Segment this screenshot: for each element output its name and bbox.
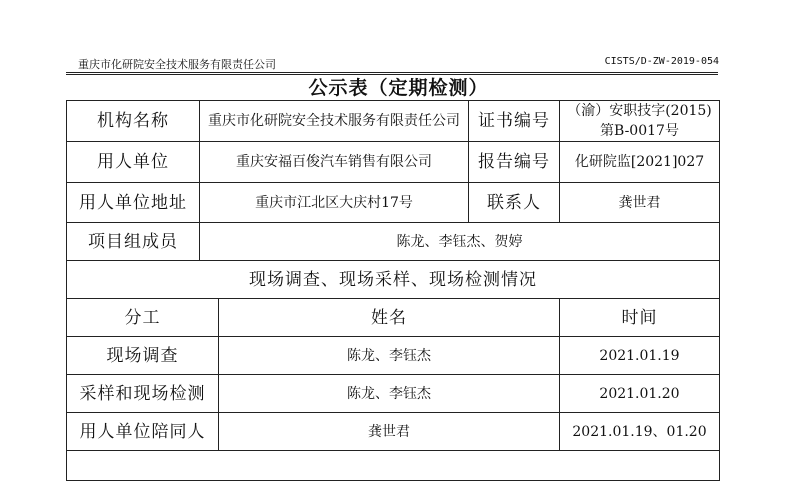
cert-value: （渝）安职技字(2015)第B-0017号	[560, 101, 720, 142]
row-role: 现场调查	[67, 337, 219, 375]
page-title: 公示表（定期检测）	[308, 77, 489, 99]
table-row	[67, 337, 720, 375]
row-name: 陈龙、李钰杰	[219, 375, 560, 413]
section-title: 现场调查、现场采样、现场检测情况	[67, 261, 720, 299]
continued-cell	[67, 451, 720, 481]
col-header-date: 时间	[560, 299, 720, 337]
row-name: 陈龙、李钰杰	[219, 337, 560, 375]
employer-value: 重庆安福百俊汽车销售有限公司	[200, 142, 469, 183]
table-row	[67, 223, 720, 261]
table-row	[67, 142, 720, 183]
col-header-name: 姓名	[219, 299, 560, 337]
table-row	[67, 183, 720, 223]
table-row	[67, 413, 720, 451]
row-date: 2021.01.20	[560, 375, 720, 413]
table-row-continued	[67, 451, 720, 481]
cert-label: 证书编号	[469, 101, 560, 142]
header-doc-code: CISTS/D-ZW-2019-054	[604, 56, 719, 67]
contact-value: 龚世君	[560, 183, 720, 223]
table-row	[67, 101, 720, 142]
report-label: 报告编号	[469, 142, 560, 183]
table-row	[67, 375, 720, 413]
address-value: 重庆市江北区大庆村17号	[200, 183, 469, 223]
info-table	[66, 100, 720, 481]
header-org: 重庆市化研院安全技术服务有限责任公司	[78, 58, 276, 71]
row-date: 2021.01.19	[560, 337, 720, 375]
address-label: 用人单位地址	[67, 183, 200, 223]
table-row	[67, 261, 720, 299]
members-value: 陈龙、李钰杰、贺婷	[200, 223, 720, 261]
row-name: 龚世君	[219, 413, 560, 451]
members-label: 项目组成员	[67, 223, 200, 261]
row-role: 用人单位陪同人	[67, 413, 219, 451]
org-label: 机构名称	[67, 101, 200, 142]
row-date: 2021.01.19、01.20	[560, 413, 720, 451]
table-header-row	[67, 299, 720, 337]
contact-label: 联系人	[469, 183, 560, 223]
report-value: 化研院监[2021]027	[560, 142, 720, 183]
row-role: 采样和现场检测	[67, 375, 219, 413]
col-header-role: 分工	[67, 299, 219, 337]
org-value: 重庆市化研院安全技术服务有限责任公司	[200, 101, 469, 142]
employer-label: 用人单位	[67, 142, 200, 183]
